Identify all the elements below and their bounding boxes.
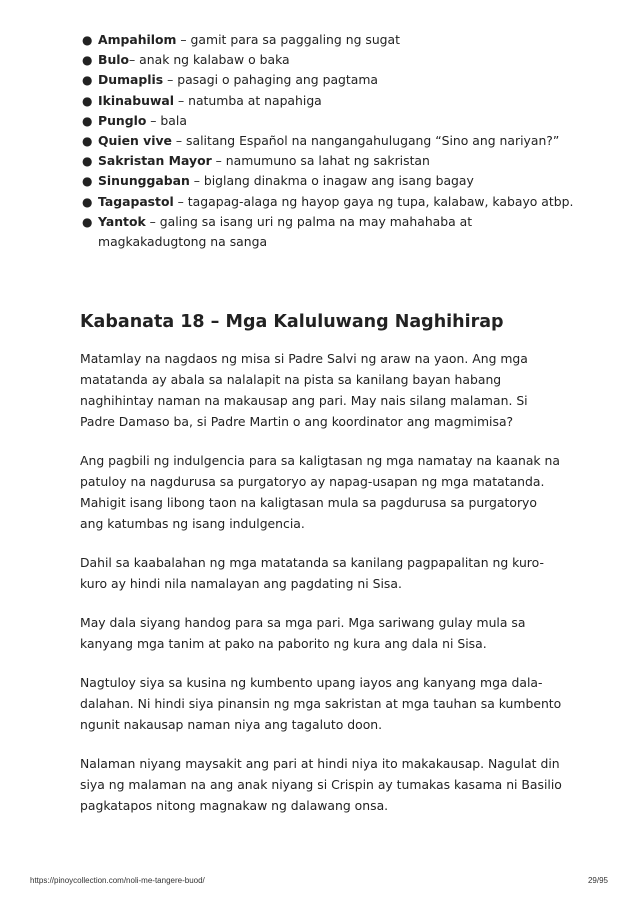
glossary-item <box>82 171 582 191</box>
glossary-item <box>82 70 582 90</box>
glossary-item <box>82 131 582 151</box>
glossary-definition: – galing sa isang uri ng palma na may mahahaba at magkakadugtong na sanga <box>98 213 473 250</box>
glossary-definition: – biglang dinakma o inagaw ang isang bagay <box>189 173 474 189</box>
glossary-term: Yantok <box>98 213 146 229</box>
glossary-term: Dumaplis <box>98 72 164 88</box>
paragraph: Nalaman niyang maysakit ang pari at hindi niya ito makakausap. Nagulat din siya ng malaman na ang anak niyang si Crispin ay tumakas kasama ni Basilio pagkatapos nitong magnakaw ng dalawang onsa. <box>80 756 562 813</box>
glossary-item <box>82 192 582 212</box>
glossary-item <box>82 151 582 171</box>
paragraph: May dala siyang handog para sa mga pari. Mga sariwang gulay mula sa kanyang mga tanim at pako na paborito ng kura ang dala ni Sisa. <box>80 615 526 651</box>
glossary-item <box>82 91 582 111</box>
bullet-icon: ● <box>82 53 93 68</box>
paragraph: Dahil sa kaabalahan ng mga matatanda sa kanilang pagpapalitan ng kuro-kuro ay hindi nila namalayan ang pagdating ni Sisa. <box>80 555 544 591</box>
glossary-term: Bulo <box>98 52 130 68</box>
glossary-term: Sinunggaban <box>98 173 190 189</box>
bullet-icon: ● <box>82 93 93 108</box>
chapter-title: Kabanata 18 – Mga Kaluluwang Naghihirap <box>80 312 504 332</box>
bullet-icon: ● <box>82 214 93 229</box>
glossary-definition: – anak ng kalabaw o baka <box>129 52 290 68</box>
glossary-definition: – namumuno sa lahat ng sakristan <box>211 153 430 169</box>
paragraph: Ang pagbili ng indulgencia para sa kaligtasan ng mga namatay na kaanak na patuloy na nagdurusa sa purgatoryo ay napag-usapan ng mga matatanda. Mahigit isang libong taon na kaligtasan mula sa pagdurusa sa purgatoryo ang katumbas ng isang indulgencia. <box>80 453 560 531</box>
glossary-definition: – salitang Español na nangangahulugang “Sino ang nariyan?” <box>171 133 560 149</box>
glossary-term: Ikinabuwal <box>98 92 175 108</box>
glossary-definition: – pasagi o pahaging ang pagtama <box>163 72 379 88</box>
glossary-term: Quien vive <box>98 133 172 149</box>
glossary-term: Sakristan Mayor <box>98 153 212 169</box>
bullet-icon: ● <box>82 194 93 209</box>
paragraph: Matamlay na nagdaos ng misa si Padre Salvi ng araw na yaon. Ang mga matatanda ay abala sa nalalapit na pista sa kanilang bayan habang naghihintay naman na makausap ang pari. May nais silang malaman. Si Padre Damaso ba, si Padre Martin o ang koordinator ang magmimisa? <box>80 351 528 429</box>
bullet-icon: ● <box>82 134 93 149</box>
glossary-item <box>82 212 582 252</box>
glossary-definition: – natumba at napahiga <box>174 92 322 108</box>
glossary-item <box>82 30 582 50</box>
bullet-icon: ● <box>82 174 93 189</box>
paragraph: Nagtuloy siya sa kusina ng kumbento upang iayos ang kanyang mga dala-dalahan. Ni hindi siya pinansin ng mga sakristan at mga tauhan sa kumbento ngunit nakausap naman niya ang tagaluto doon. <box>80 675 562 732</box>
glossary-definition: – tagapag-alaga ng hayop gaya ng tupa, kalabaw, kabayo atbp. <box>173 193 574 209</box>
glossary-term: Tagapastol <box>98 193 174 209</box>
footer-url: https://pinoycollection.com/noli-me-tangere-buod/ <box>30 876 205 885</box>
bullet-icon: ● <box>82 113 93 128</box>
glossary-definition: – gamit para sa paggaling ng sugat <box>176 32 400 47</box>
bullet-icon: ● <box>82 33 93 47</box>
glossary-list <box>82 30 582 252</box>
glossary-item <box>82 50 582 70</box>
bullet-icon: ● <box>82 154 93 169</box>
glossary-definition: – bala <box>146 112 187 128</box>
chapter-body <box>80 348 562 834</box>
page-number: 29/95 <box>587 876 608 885</box>
bullet-icon: ● <box>82 73 93 88</box>
glossary-item <box>82 111 582 131</box>
glossary-term: Punglo <box>98 112 147 128</box>
glossary-term: Ampahilom <box>98 32 177 47</box>
